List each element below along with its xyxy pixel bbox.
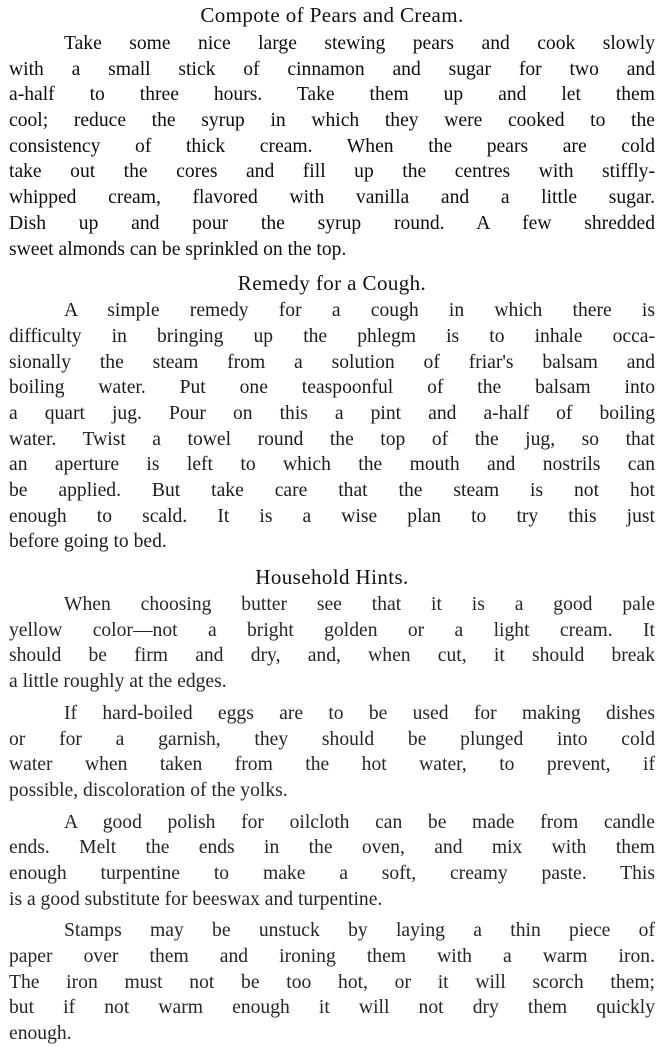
text-line: be applied. But take care that the steam is not hot	[9, 480, 655, 501]
section-compote	[9, 2, 655, 262]
paragraph-hint-butter	[9, 592, 655, 695]
text-line: consistency of thick cream. When the pears are cold	[9, 135, 655, 157]
text-line: enough to scald. It is a wise plan to try this just	[9, 505, 655, 527]
text-line: a quart jug. Pour on this a pint and a-half of boiling	[9, 402, 655, 424]
text-line: yellow color—not a bright golden or a light cream. It	[9, 619, 655, 641]
text-line: is a good substitute for beeswax and turpentine.	[9, 888, 383, 910]
section-title-compote: Compote of Pears and Cream.	[200, 3, 464, 27]
text-line: A simple remedy for a cough in which there is	[64, 300, 655, 322]
text-line: Stamps may be unstuck by laying a thin piece of	[64, 920, 655, 942]
text-line: Dish up and pour the syrup round. A few shredded	[9, 212, 655, 234]
text-line: but if not warm enough it will not dry them quickly	[9, 997, 655, 1019]
section-title-household-hints: Household Hints.	[255, 565, 409, 590]
text-line: Take some nice large stewing pears and cook slowly	[64, 33, 655, 54]
text-line: water. Twist a towel round the top of the jug, so that	[9, 428, 655, 450]
text-line: or for a garnish, they should be plunged into cold	[9, 728, 655, 750]
text-line: enough.	[9, 1023, 72, 1045]
paragraph-hint-stamps	[9, 918, 655, 1046]
text-line: sweet almonds can be sprinkled on the top.	[9, 238, 347, 260]
text-line: sionally the steam from a solution of friar's balsam and	[9, 351, 655, 373]
text-line: cool; reduce the syrup in which they were cooked to the	[9, 110, 655, 132]
paragraph-compote	[9, 31, 655, 262]
text-line: ends. Melt the ends in the oven, and mix with them	[9, 837, 655, 859]
text-line: possible, discoloration of the yolks.	[9, 779, 288, 801]
text-line: before going to bed.	[9, 531, 167, 553]
text-line: should be firm and dry, and, when cut, it should break	[9, 645, 655, 667]
text-line: boiling water. Put one teaspoonful of the balsam into	[9, 377, 655, 399]
paragraph-hint-oilcloth	[9, 810, 655, 913]
section-title-cough: Remedy for a Cough.	[237, 271, 427, 296]
text-line: The iron must not be too hot, or it will scorch them;	[9, 971, 655, 993]
text-line: water when taken from the hot water, to prevent, if	[9, 754, 655, 776]
text-line: a-half to three hours. Take them up and let them	[9, 84, 655, 106]
text-line: whipped cream, flavored with vanilla and a little sugar.	[9, 187, 655, 209]
text-line: a little roughly at the edges.	[9, 671, 227, 693]
text-line: with a small stick of cinnamon and sugar for two and	[9, 58, 655, 80]
text-line: take out the cores and fill up the centres with stiffly-	[9, 161, 655, 183]
text-line: paper over them and ironing them with a warm iron.	[9, 946, 655, 967]
text-line: If hard-boiled eggs are to be used for making dishes	[64, 702, 655, 724]
section-cough	[9, 270, 655, 555]
text-line: an aperture is left to which the mouth and nostrils can	[9, 454, 655, 476]
text-line: difficulty in bringing up the phlegm is to inhale occa-	[9, 325, 655, 347]
text-line: When choosing butter see that it is a good pale	[64, 594, 655, 616]
paragraph-cough	[9, 298, 655, 555]
text-line: A good polish for oilcloth can be made from candle	[64, 811, 655, 833]
section-household-hints	[9, 564, 655, 1047]
text-line: enough turpentine to make a soft, creamy paste. This	[9, 862, 655, 884]
paragraph-hint-eggs	[9, 701, 655, 804]
